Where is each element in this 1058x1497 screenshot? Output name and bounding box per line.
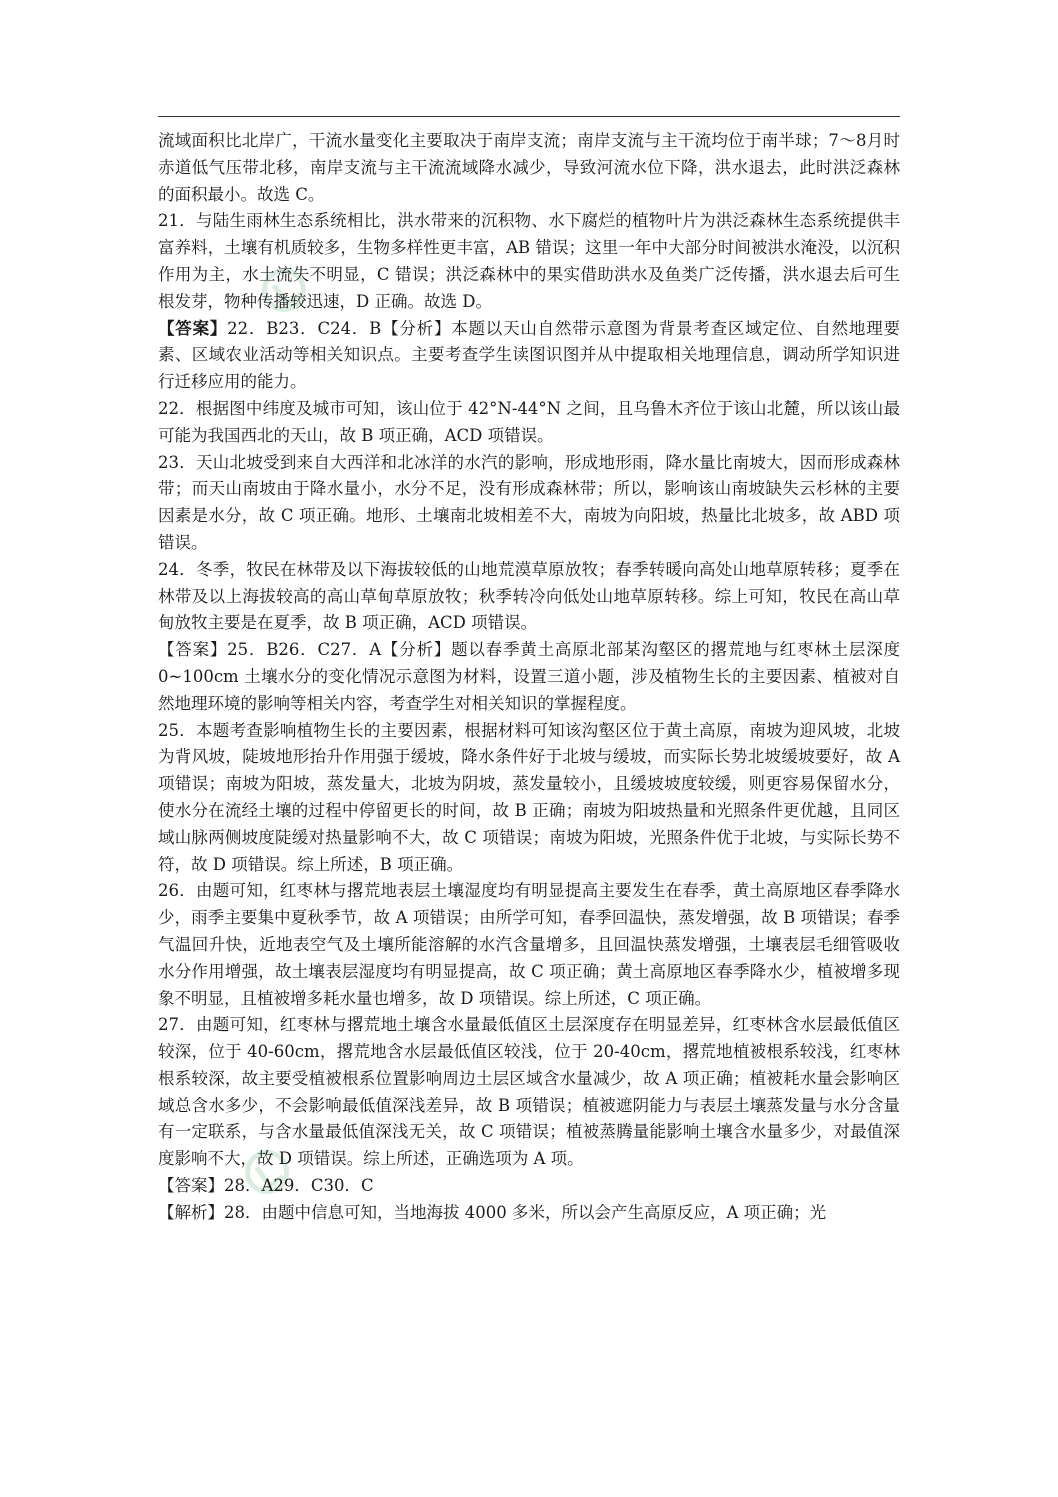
paragraph: 【答案】22．B23．C24．B【分析】本题以天山自然带示意图为背景考查区域定位、自然地理要素、区域农业活动等相关知识点。主要考查学生读图识图并从中提取相关地理信息，调动所学知识进行迁移应用的能力。 (158, 318, 900, 392)
paragraph: 21．与陆生雨林生态系统相比，洪水带来的沉积物、水下腐烂的植物叶片为洪泛森林生态系统提供丰富养料，土壤有机质较多，生物多样性更丰富，AB 错误；这里一年中大部分时间被洪水淹没，以沉积作用为主，水土流失不明显，C 错误；洪泛森林中的果实借助洪水及鱼类广泛传播，洪水退去后可生根发芽，物种传播较迅速，D 正确。故选 D。 (158, 211, 900, 311)
header-rule (158, 116, 900, 117)
paragraph: 【答案】28．A29．C30．C (158, 1176, 374, 1196)
paragraph: 【答案】25．B26．C27．A【分析】题以春季黄土高原北部某沟壑区的撂荒地与红枣林土层深度 0~100cm 土壤水分的变化情况示意图为材料，设置三道小题，涉及植物生长的主要因素、植被对自然地理环境的影响等相关内容，考查学生对相关知识的掌握程度。 (158, 640, 900, 713)
paragraph: 流域面积比北岸广，干流水量变化主要取决于南岸支流；南岸支流与主干流均位于南半球；7～8月时赤道低气压带北移，南岸支流与主干流流域降水减少，导致河流水位下降，洪水退去，此时洪泛森林的面积最小。故选 C。 (158, 131, 900, 204)
paragraph: 27．由题可知，红枣林与撂荒地土壤含水量最低值区土层深度存在明显差异，红枣林含水层最低值区较深，位于 40-60cm，撂荒地含水层最低值区较浅，位于 20-40cm，撂荒地植被根系较浅，红枣林根系较深，故主要受植被根系位置影响周边土层区域含水量减少，故 A 项正确；植被耗水量会影响区域总含水多少，不会影响最低值深浅差异，故 B 项错误；植被遮阴能力与表层土壤蒸发量与水分含量有一定联系，与含水量最低值深浅无关，故 C 项错误；植被蒸腾量能影响土壤含水量多少，对最值深度影响不大，故 D 项错误。综上所述，正确选项为 A 项。 (158, 1015, 900, 1169)
paragraph: 22．根据图中纬度及城市可知，该山位于 42°N-44°N 之间，且乌鲁木齐位于该山北麓，所以该山最可能为我国西北的天山，故 B 项正确，ACD 项错误。 (158, 398, 900, 445)
document-body (158, 128, 900, 1227)
paragraph: 23．天山北坡受到来自大西洋和北冰洋的水汽的影响，形成地形雨，降水量比南坡大，因而形成森林带；而天山南坡由于降水量小，水分不足，没有形成森林带；所以，影响该山南坡缺失云杉林的主要因素是水分，故 C 项正确。地形、土壤南北坡相差不大，南坡为向阳坡，热量比北坡多，故 ABD 项错误。 (158, 452, 900, 552)
paragraph: 26．由题可知，红枣林与撂荒地表层土壤湿度均有明显提高主要发生在春季，黄土高原地区春季降水少，雨季主要集中夏秋季节，故 A 项错误；由所学可知，春季回温快，蒸发增强，故 B 项错误；春季气温回升快，近地表空气及土壤所能溶解的水汽含量增多，且回温快蒸发增强，土壤表层毛细管吸收水分作用增强，故土壤表层湿度均有明显提高，故 C 项正确；黄土高原地区春季降水少，植被增多现象不明显，且植被增多耗水量也增多，故 D 项错误。综上所述，C 项正确。 (158, 881, 900, 1008)
paragraph: 25．本题考查影响植物生长的主要因素，根据材料可知该沟壑区位于黄土高原，南坡为迎风坡，北坡为背风坡，陡坡地形抬升作用强于缓坡，降水条件好于北坡与缓坡，而实际长势北坡缓坡要好，故 A 项错误；南坡为阳坡，蒸发量大，北坡为阴坡，蒸发量较小，且缓坡坡度较缓，则更容易保留水分，使水分在流经土壤的过程中停留更长的时间，故 B 正确；南坡为阳坡热量和光照条件更优越，且同区域山脉两侧坡度陡缓对热量影响不大，故 C 项错误；南坡为阳坡，光照条件优于北坡，与实际长势不符，故 D 项错误。综上所述，B 项正确。 (158, 720, 900, 874)
paragraph: 【解析】28．由题中信息可知，当地海拔 4000 多米，所以会产生高原反应，A 项正确；光 (158, 1202, 827, 1222)
paragraph: 24．冬季，牧民在林带及以下海拔较低的山地荒漠草原放牧；春季转暖向高处山地草原转移；夏季在林带及以上海拔较高的高山草甸草原放牧；秋季转冷向低处山地草原转移。综上可知，牧民在高山草甸放牧主要是在夏季，故 B 项正确，ACD 项错误。 (158, 559, 900, 633)
